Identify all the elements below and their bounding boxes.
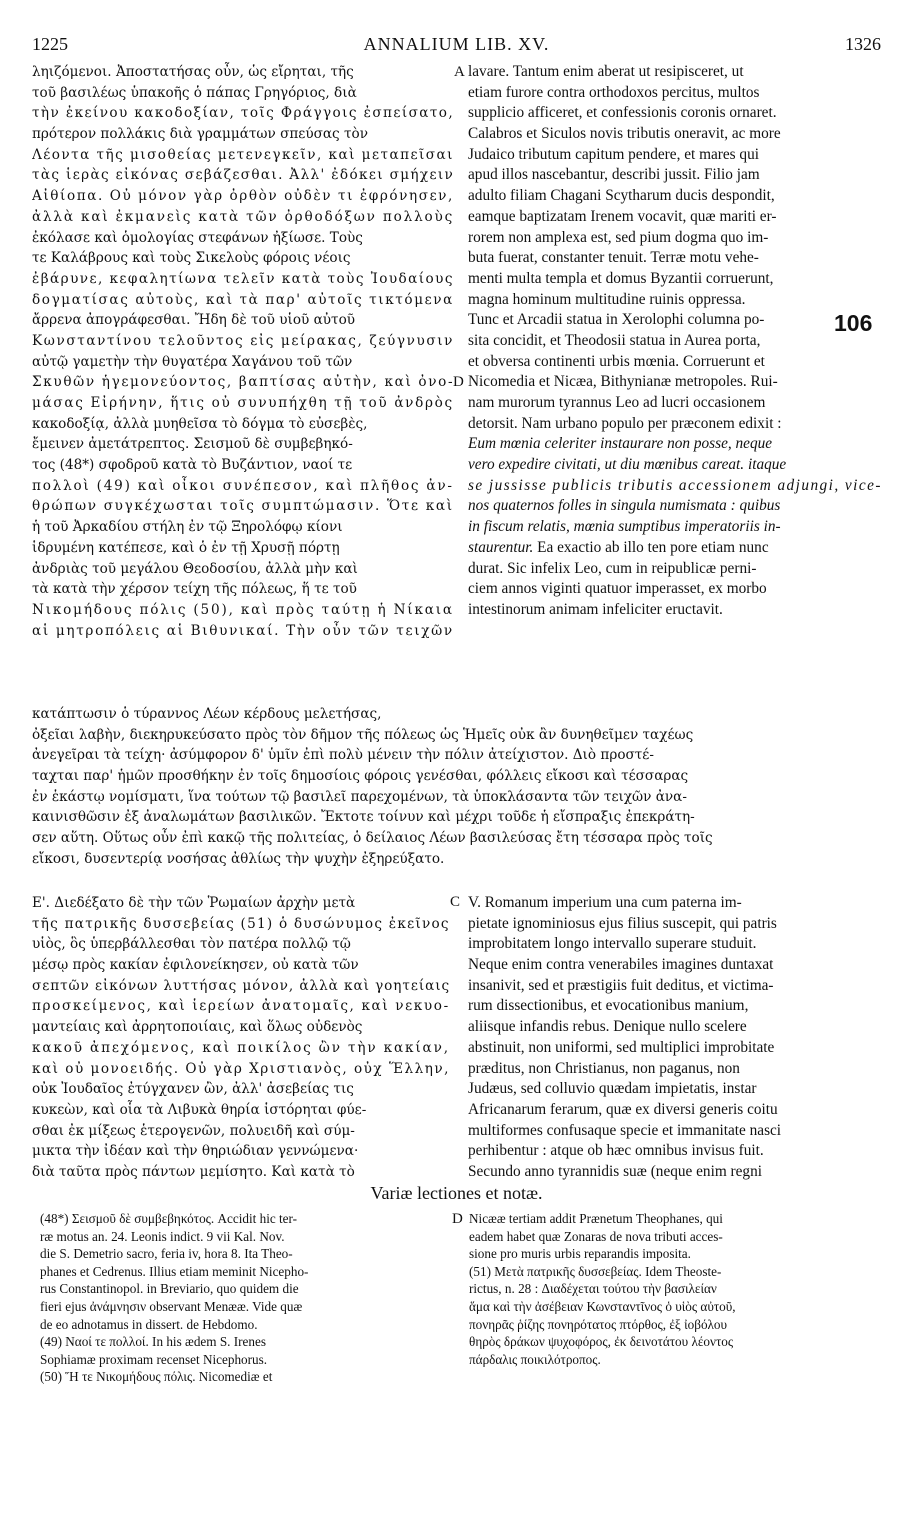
greek-line: πολλοὶ (49) καὶ οἶκοι συνέπεσον, καὶ πλῆθος ἀν- <box>32 477 454 494</box>
latin-line: pietate ignominiosus ejus filius suscepit, qui patris <box>468 914 777 932</box>
latin-line: V. Romanum imperium una cum paterna im- <box>468 894 742 911</box>
latin-line: sita concidit, et Theodosii statua in Aurea porta, <box>468 331 761 349</box>
greek-line: ἀνεγεῖραι τὰ τείχη· ἀσύμφορον δ' ὑμῖν ἐπὶ πολὺ μένειν τὴν πόλιν ἀτείχιστον. Διὸ προστέ- <box>32 747 654 764</box>
note-line: Sophiamæ proximam recenset Nicephorus. <box>40 1351 268 1367</box>
greek-line: ἀνδριὰς τοῦ μεγάλου Θεοδοσίου, ἀλλὰ μὴν καὶ <box>32 560 358 577</box>
latin-line: præditus, non Christianus, non paganus, non <box>468 1059 740 1077</box>
greek-line: κατάπτωσιν ὁ τύραννος Λέων κέρδους μελετήσας, <box>32 706 382 722</box>
page-number-right: 1326 <box>845 34 881 54</box>
latin-line: Calabros et Siculos novis tributis oneravit, ac more <box>468 125 781 143</box>
greek-line: θρώπων συγκέχωσται τοῖς συμπτώμασιν. Ὅτε καὶ <box>32 498 454 515</box>
notes-heading: Variæ lectiones et notæ. <box>370 1183 543 1203</box>
notes-column-left <box>40 1210 444 1386</box>
note-line: rictus, n. 28 : Διαδέχεται τούτου τὴν βασιλείαν <box>469 1281 717 1297</box>
latin-edict-line: se jussisse publicis tributis accessionem adjungi, vice- <box>468 476 882 494</box>
note-line: θηρὸς δράκων ψυχοφόρος, ἐκ δεινοτάτου λέοντος <box>469 1334 734 1350</box>
latin-line: Judaico tributum capitum pendere, et mares qui <box>468 145 759 163</box>
greek-line: σεν αὕτη. Οὕτως οὖν ἐπὶ κακῷ τῆς πολιτείας, ὁ δείλαιος Λέων βασιλεύσας ἔτη τέσσαρα πρὸς τοῖς <box>32 830 713 847</box>
note-line: de eo adnotamus in dissert. de Hebdomo. <box>40 1316 258 1332</box>
greek-line: μαντείαις καὶ ἀρρητοποιίαις, καὶ ὅλως οὐδενὸς <box>32 1019 363 1036</box>
latin-column-lower <box>468 893 882 1183</box>
greek-line: Ε'. Διεδέξατο δὲ τὴν τῶν Ῥωμαίων ἀρχὴν μετὰ <box>32 895 356 911</box>
greek-line: προσκείμενος, καὶ ἱερείων ἀνατομαῖς, καὶ νεκυο- <box>32 998 450 1015</box>
note-line: ἅμα καὶ τὴν ἀσέβειαν Κωνσταντῖνος ὁ υἱὸς αὐτοῦ, <box>469 1298 736 1314</box>
greek-line: Λέοντα τῆς μισοθείας μετενεγκεῖν, καὶ μεταπεῖσαι <box>32 146 454 163</box>
latin-line: intestinorum animam infeliciter eructavit. <box>468 600 723 618</box>
latin-line: Nicomedia et Nicæa, Bithynianæ metropoles. Rui- <box>468 373 778 391</box>
latin-edict-line: nos quaternos folles in singula numismata : quibus <box>468 497 781 515</box>
note-line: πονηρᾶς ῥίζης πονηρότατος πτόρθος, ἐξ ἰοβόλου <box>469 1316 728 1332</box>
margin-marker-a: A <box>454 64 465 80</box>
greek-full-width <box>32 704 884 870</box>
latin-line: menti multa templa et domus Byzantii corruerunt, <box>468 269 774 287</box>
greek-line: κακοῦ ἀπεχόμενος, καὶ ποικίλος ὢν τὴν κακίαν, <box>32 1039 450 1056</box>
latin-line: improbitatem longo intervallo superare studuit. <box>468 935 757 953</box>
greek-line: υἱὸς, ὃς ὑπερβάλλεσθαι τὸν πατέρα πολλῷ τῷ <box>32 936 351 953</box>
latin-line: rum dissectionibus, et evocationibus manium, <box>468 997 749 1015</box>
latin-line: supplicio afficeret, et confessionis coronis ornaret. <box>468 104 777 122</box>
greek-line: Σκυθῶν ἡγεμονεύοντος, βαπτίσας αὐτὴν, καὶ ὀνο- <box>32 374 454 391</box>
greek-line: διὰ ταῦτα πρὸς πάντων μεμίσητο. Καὶ κατὰ τὸ <box>32 1163 355 1180</box>
note-line: (51) Μετὰ πατρικῆς δυσσεβείας. Idem Theoste- <box>469 1263 722 1279</box>
latin-line: etiam furore contra orthodoxos percitus, multos <box>468 83 760 101</box>
note-line: eadem habet quæ Zonaras de nova tributi acces- <box>469 1228 723 1244</box>
note-line: πάρδαλις ποικιλότροπος. <box>469 1351 601 1367</box>
latin-line-tail: Ea exactio ab illo ten pore etiam nunc <box>533 538 769 556</box>
latin-edict-line: Eum mœnia celeriter instaurare non posse, neque <box>468 435 773 453</box>
latin-line: Secundo anno tyrannidis suæ (neque enim regni <box>468 1162 762 1180</box>
latin-line: aliisque infandis rebus. Denique nullo scelere <box>468 1018 747 1036</box>
note-line: sione pro muris urbis reparandis imposita. <box>469 1246 691 1262</box>
greek-line: ὀξεῖαι λαβὴν, διεκηρυκεύσατο πρὸς τὸν δῆμον τῆς πόλεως ὡς Ἡμεῖς οὐκ ἂν δυνηθεῖμεν ταχέως <box>32 726 694 743</box>
note-line: rus Constantinopol. in Breviario, quo quidem die <box>40 1281 299 1297</box>
greek-line: τῆς πατρικῆς δυσσεβείας (51) ὁ δυσώνυμος ἐκεῖνος <box>32 915 450 932</box>
latin-line: insanivit, sed et præstigiis fuit deditus, et victima- <box>468 976 774 994</box>
latin-edict-line: vero expedire civitati, ut diu mœnibus careat. itaque <box>468 456 787 474</box>
greek-line: ἄρρενα ἀπογράφεσθαι. Ἤδη δὲ τοῦ υἱοῦ αὐτοῦ <box>32 312 356 329</box>
latin-line: Africanarum ferarum, quæ ex diversi generis coitu <box>468 1100 778 1118</box>
latin-line: detorsit. Nam urbano populo per præconem edixit : <box>468 414 782 432</box>
greek-line: μάσας Εἰρήνην, ἥτις οὐ συνυπήχθη τῇ τοῦ ἀνδρὸς <box>32 395 454 411</box>
greek-line: Κωνσταντίνου τελοῦντος εἰς μείρακας, ζεύγνυσιν <box>32 332 454 349</box>
note-line: die S. Demetrio sacro, feria iv, hora 8. Ita Theo- <box>40 1246 293 1262</box>
greek-line: καινισθῶσιν ἐξ ἀναλωμάτων βασιλικῶν. Ἔκτοτε τοίνυν καὶ μέχρι τοῦδε ἡ εἴσπραξις ἐπεκράτη- <box>32 809 695 826</box>
latin-line: durat. Sic infelix Leo, cum in reipublicæ perni- <box>468 559 757 577</box>
latin-line: rorem non amplexa est, sed pium dogma quo im- <box>468 228 769 246</box>
greek-line: σεπτῶν εἰκόνων λυττήσας μόνον, ἀλλὰ καὶ γοητείαις <box>32 977 450 994</box>
greek-line: τὰ κατὰ τὴν χέρσον τείχη τῆς πόλεως, ἥ τε τοῦ <box>32 581 357 598</box>
note-line: ræ motus an. 24. Leonis indict. 9 vii Kal. Nov. <box>40 1228 285 1244</box>
greek-line: ταχται παρ' ἡμῶν προσθήκην ἐν τοῖς δημοσίοις φόροις γενέσθαι, φόλλεις εἴκοσι καὶ τέσσαρας <box>32 768 689 785</box>
latin-line: Judæus, sed colluvio quædam impietatis, instar <box>468 1080 757 1098</box>
running-title: ANNALIUM LIB. XV. <box>363 34 550 54</box>
greek-line: πρότερον πολλάκις διὰ γραμμάτων σπεύσας τὸν <box>32 126 368 143</box>
note-line: (48*) Σεισμοῦ δὲ συμβεβηκότος. Accidit hic ter- <box>40 1211 298 1226</box>
notes-column-right <box>469 1210 883 1368</box>
latin-line: magna hominum multitudine ruinis oppressa. <box>468 290 746 308</box>
greek-line: σθαι ἐκ μίξεως ἑτερογενῶν, πολυειδῆ καὶ σύμ- <box>32 1122 355 1139</box>
latin-line: adulto filiam Chagani Scytharum ducis despondit, <box>468 187 775 205</box>
latin-line: apud illos nascebantur, describi jussit. Filio jam <box>468 166 760 184</box>
latin-line: perhibentur : atque ob hæc omnibus invisus fuit. <box>468 1142 764 1160</box>
note-line: fieri ejus ἀνάμνησιν observant Menææ. Vide quæ <box>40 1298 303 1314</box>
greek-line: τὰς ἱερὰς εἰκόνας σεβάζεσθαι. Ἀλλ' ἐδόκει σμήχειν <box>32 167 454 184</box>
greek-line: εἴκοσι, δυσεντερίᾳ νοσήσας ἀθλίως τὴν ψυχὴν ἐξηρεύξατο. <box>32 850 445 867</box>
greek-line: ἐκόλασε καὶ ὁμολογίας στεφάνων ἠξίωσε. Τοὺς <box>32 229 363 246</box>
running-header <box>32 34 881 58</box>
column-number-106: 106 <box>834 310 873 336</box>
greek-line: Νικομήδους πόλις (50), καὶ πρὸς ταύτῃ ἡ Νίκαια <box>32 601 454 618</box>
greek-line: ἐν ἑκάστῳ νομίσματι, ἵνα τούτων τῷ βασιλεῖ παρεχομένων, τὰ ὑποκλάσαντα τῶν τειχῶν ἀνα- <box>32 788 687 805</box>
greek-line: ἡ τοῦ Ἀρκαδίου στήλη ἐν τῷ Ξηρολόφῳ κίονι <box>32 519 343 536</box>
greek-line: ἔμεινεν ἀμετάτρεπτος. Σεισμοῦ δὲ συμβεβηκό- <box>32 436 353 453</box>
greek-line: καὶ οὐ μονοειδής. Οὐ γὰρ Χριστιανὸς, οὐχ Ἕλλην, <box>32 1060 450 1077</box>
note-line: phanes et Cedrenus. Illius etiam meminit Nicepho- <box>40 1263 309 1279</box>
margin-marker-d2: D <box>452 1211 463 1227</box>
greek-line: μικτα τὴν ἰδέαν καὶ τὴν θηριώδιαν γεννώμενα· <box>32 1143 359 1160</box>
greek-line: οὐκ Ἰουδαῖος ἐτύγχανεν ὢν, ἀλλ' ἀσεβείας τις <box>32 1081 354 1098</box>
latin-line: abstinuit, non uniformi, sed multiplici improbitate <box>468 1038 775 1056</box>
greek-line: ἱδρυμένη κατέπεσε, καὶ ὁ ἐν τῇ Χρυσῇ πόρτῃ <box>32 539 340 556</box>
note-line: (49) Ναοί τε πολλοί. In his ædem S. Irenes <box>40 1334 266 1350</box>
note-line: (50) Ἥ τε Νικομήδους πόλις. Nicomediæ et <box>40 1369 273 1385</box>
greek-line: κυκεὼν, καὶ οἷα τὰ Λιβυκὰ θηρία ἱστόρηται φύε- <box>32 1101 367 1118</box>
greek-line: δογματίσας αὐτοὺς, καὶ τὰ παρ' αὐτοῖς τικτόμενα <box>32 291 454 308</box>
greek-line: τὴν ἐκείνου κακοδοξίαν, τοῖς Φράγγοις ἐσπείσατο, <box>32 105 454 122</box>
latin-line: Tunc et Arcadii statua in Xerolophi columna po- <box>468 311 765 329</box>
greek-line: αὐτῷ γαμετὴν τὴν θυγατέρα Χαγάνου τοῦ τῶν <box>32 353 353 370</box>
greek-line: αἱ μητροπόλεις αἱ Βιθυνικαί. Τὴν οὖν τῶν τειχῶν <box>32 622 454 639</box>
greek-column-upper <box>32 62 454 641</box>
margin-marker-d: D <box>453 374 464 390</box>
latin-edict-end: staurentur. <box>468 538 534 556</box>
latin-line: lavare. Tantum enim aberat ut resipisceret, ut <box>468 63 744 80</box>
latin-line: nam murorum tyrannus Leo ad lucri occasionem <box>468 394 766 411</box>
latin-column-upper <box>468 62 882 621</box>
greek-line: ἐβάρυνε, κεφαλητίωνα τελεῖν κατὰ τοὺς Ἰουδαίους <box>32 270 454 287</box>
note-line: Nicææ tertiam addit Prænetum Theophanes, qui <box>469 1211 723 1226</box>
page-number-left: 1225 <box>32 34 68 54</box>
latin-line: ciem annos viginti quatuor imperasset, ex morbo <box>468 580 767 598</box>
margin-marker-c: C <box>450 894 461 910</box>
latin-edict-line <box>468 538 882 559</box>
greek-line: τος (48*) σφοδροῦ κατὰ τὸ Βυζάντιον, ναοί τε <box>32 457 353 474</box>
latin-line: multiformes confusaque specie et immanitate nasci <box>468 1121 782 1139</box>
greek-line: ληιζόμενοι. Ἀποστατήσας οὖν, ὡς εἴρηται, τῆς <box>32 64 354 80</box>
greek-column-lower <box>32 893 450 1183</box>
latin-line: buta fuerat, constanter tenuit. Terræ motu vehe- <box>468 249 759 267</box>
latin-line: Neque enim contra venerabiles imagines duntaxat <box>468 956 774 974</box>
latin-edict-line: in fiscum relatis, mœnia sumptibus imperatoriis in- <box>468 518 781 536</box>
greek-line: Αἰθίοπα. Οὐ μόνον γὰρ ὀρθὸν οὐδὲν τι ἐφρόνησεν, <box>32 188 454 205</box>
greek-line: μέσῳ πρὸς κακίαν ἐφιλονείκησεν, οὐ κατὰ τῶν <box>32 957 359 974</box>
greek-line: ἀλλὰ καὶ ἐκμανεὶς κατὰ τῶν ὀρθοδόξων πολλοὺς <box>32 208 454 225</box>
greek-line: κακοδοξίᾳ, ἀλλὰ μυηθεῖσα τὸ δόγμα τὸ εὐσεβὲς, <box>32 415 368 432</box>
greek-line: τοῦ βασιλέως ὑπακοῆς ὁ πάπας Γρηγόριος, διὰ <box>32 84 357 101</box>
greek-line: τε Καλάβρους καὶ τοὺς Σικελοὺς φόροις νέοις <box>32 250 351 267</box>
latin-line: eamque baptizatam Irenem vocavit, quæ mariti er- <box>468 207 777 225</box>
latin-line: et obversa continenti urbis mœnia. Corruerunt et <box>468 352 765 370</box>
